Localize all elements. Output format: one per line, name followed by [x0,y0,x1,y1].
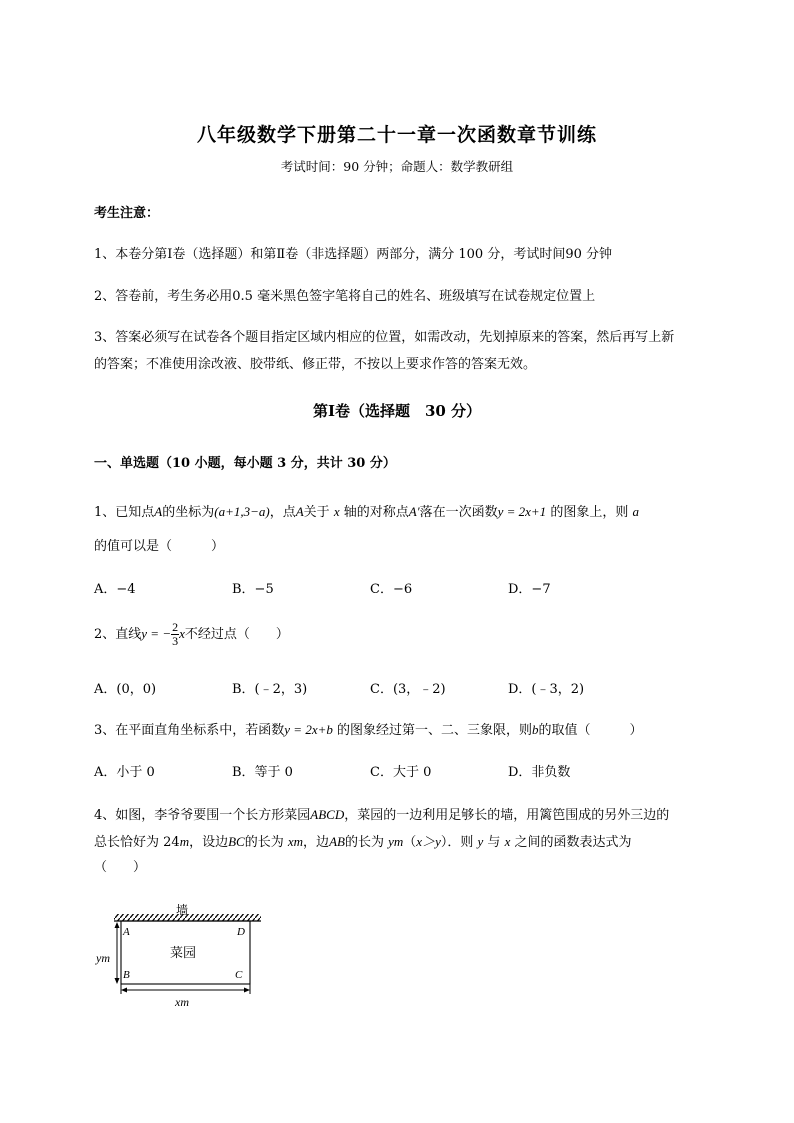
q4-ab: AB [329,834,345,849]
q2-var-x: x [179,626,185,641]
q3-function: y = 2x+b [284,722,333,737]
question-4-line3: （ ） [94,860,147,875]
q4-text: （ [403,835,417,850]
q4-var-y: y [477,834,484,849]
arrow-head-down [115,978,120,984]
garden-figure [90,900,270,1015]
part1-title: 第Ⅰ卷（选择题 30 分） [312,402,482,420]
q2-option-c[interactable]: C．(3，﹣2) [370,682,446,697]
q4-condition: x＞y [416,834,441,849]
q1-option-a[interactable]: A．−4 [94,582,136,597]
q2-option-b[interactable]: B．(﹣2，3) [232,682,308,697]
q1-text: 的图象上，则 [550,505,629,520]
q1-axis-x: x [333,504,340,519]
notice-item-1: 1、本卷分第Ⅰ卷（选择题）和第Ⅱ卷（非选择题）两部分，满分 100 分，考试时间90 分钟 [94,247,612,262]
q1-text: 的坐标为 [162,505,215,520]
q3-option-b[interactable]: B．等于 0 [232,765,293,780]
q1-text: 轴的对称点 [343,505,409,520]
q3-text: 的取值（ ） [538,723,643,738]
question-4-line2 [94,831,632,850]
q4-text: ，设边 [189,835,229,850]
q4-abcd: ABCD [310,807,345,822]
q1-text: 1、已知点 [94,505,155,520]
arrow-head-up [115,922,120,928]
q2-text: 2、直线 [94,627,142,642]
q1-option-b[interactable]: B．−5 [232,582,274,597]
q4-unit-m: m [179,834,190,849]
q3-option-c[interactable]: C．大于 0 [370,765,432,780]
q3-var-b: b [532,722,539,737]
q4-var-x: x [504,834,511,849]
vertex-b: B [123,969,130,981]
notice-item-2: 2、答卷前，考生务必用0.5 毫米黑色签字笔将自己的姓名、班级填写在试卷规定位置上 [94,289,596,304]
q3-option-d[interactable]: D．非负数 [508,765,571,780]
q1-coordinate: (a+1,3−a) [214,504,270,519]
q1-function: y = 2x+1 [497,504,547,519]
q4-bc: BC [228,834,245,849]
q2-text: 不经过点（ ） [184,627,289,642]
q4-text: 4、如图，李爷爷要围一个长方形菜园 [94,808,311,823]
q1-text: 关于 [303,505,330,520]
question-1-line2: 的值可以是（ ） [94,539,225,554]
garden-label: 菜园 [170,945,197,960]
q4-text: ，菜园的一边利用足够长的墙，用篱笆围成的另外三边的 [344,808,670,823]
q1-option-c[interactable]: C．−6 [370,582,413,597]
vertex-d: D [237,926,245,938]
exam-info: 考试时间：90 分钟；命题人：数学教研组 [280,159,514,174]
q4-text: 的长为 [244,835,284,850]
q1-option-d[interactable]: D．−7 [508,582,551,597]
q2-lhs: y = − [141,626,172,641]
q2-denominator: 3 [172,634,179,648]
q1-text: ，点 [269,505,296,520]
wall-label: 墙 [176,903,189,917]
question-4-line1 [94,804,669,823]
width-label: xm [175,995,189,1009]
q2-numerator: 2 [172,620,179,634]
q3-text: 的图象经过第一、二、三象限，则 [337,723,533,738]
q4-text: 与 [487,835,501,850]
question-3-line [94,719,643,738]
q3-option-a[interactable]: A．小于 0 [94,765,155,780]
q4-text: ，边 [303,835,330,850]
q2-option-d[interactable]: D．(﹣3，2) [508,682,585,697]
notice-item-3-line2: 的答案；不准使用涂改液、胶带纸、修正带，不按以上要求作答的答案无效。 [94,357,537,372]
section-heading: 一、单选题（10 小题，每小题 3 分，共计 30 分） [94,456,396,471]
page-title: 八年级数学下册第二十一章一次函数章节训练 [196,124,597,146]
q4-text: 的长为 [344,835,384,850]
q4-ym: ym [388,834,404,849]
arrow-head-left [121,988,127,993]
vertex-a: A [123,926,130,938]
vertex-c: C [235,969,243,981]
notice-item-3-line1: 3、答案必须写在试卷各个题目指定区域内相应的位置，如需改动，先划掉原来的答案，然后再写上新 [94,330,675,345]
height-label: ym [96,951,110,965]
q4-text: 之间的函数表达式为 [514,835,632,850]
q1-point-a: A [295,504,304,519]
q1-var-a: a [632,504,639,519]
arrow-head-right [244,988,250,993]
question-1-line1 [94,501,639,520]
q1-point-a: A [154,504,163,519]
notice-heading: 考生注意： [94,206,160,221]
q2-fraction [171,621,179,648]
q4-text: ）．则 [440,835,474,850]
q1-text: 落在一次函数 [419,505,498,520]
q4-text: 总长恰好为 24 [94,835,180,850]
q3-text: 3、在平面直角坐标系中，若函数 [94,723,285,738]
q4-xm: xm [287,834,304,849]
q2-option-a[interactable]: A．(0，0) [94,682,157,697]
question-2-line [94,621,289,648]
q1-point-a-prime: A′ [408,504,420,519]
